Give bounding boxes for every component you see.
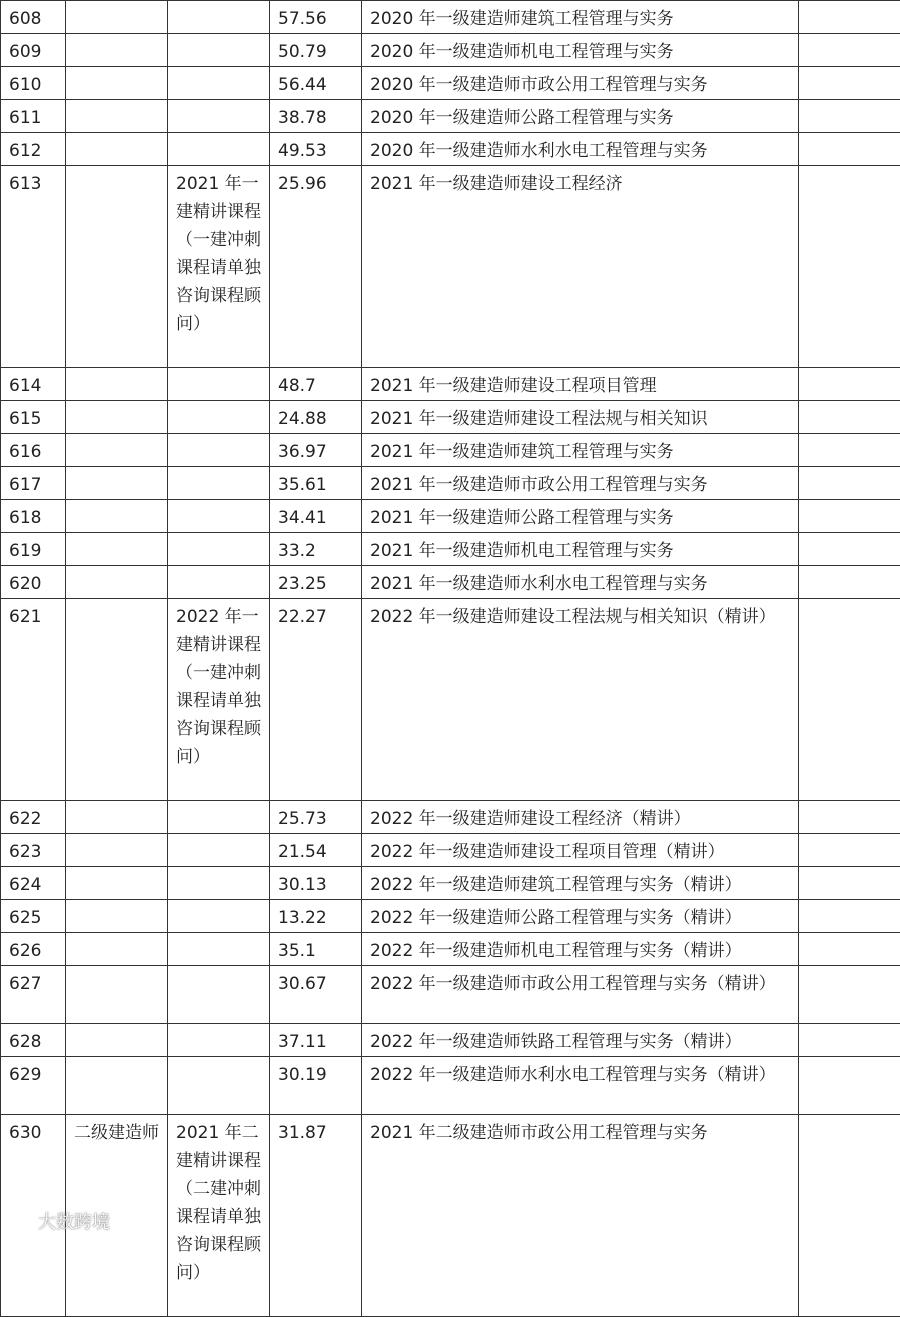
category-cell [66,467,168,500]
course-name-cell: 2020 年一级建造师水利水电工程管理与实务 [362,133,799,166]
course-name-cell: 2022 年一级建造师市政公用工程管理与实务（精讲） [362,966,799,1024]
row-number: 628 [1,1024,66,1057]
blank-cell [799,533,900,566]
price-cell: 30.67 [270,966,362,1024]
series-cell [168,966,270,1024]
table-body [1,1,900,1317]
price-cell: 22.27 [270,599,362,801]
table-row [1,100,900,133]
blank-cell [799,900,900,933]
weibo-logo-icon [8,1211,32,1231]
course-name-cell: 2022 年一级建造师建设工程法规与相关知识（精讲） [362,599,799,801]
price-cell: 33.2 [270,533,362,566]
table-row [1,867,900,900]
price-cell: 24.88 [270,401,362,434]
blank-cell [799,599,900,801]
series-cell: 2021 年二建精讲课程（二建冲刺课程请单独咨询课程顾问） [168,1115,270,1317]
category-cell [66,368,168,401]
table-row [1,1024,900,1057]
table-row [1,1,900,34]
course-name-cell: 2021 年一级建造师市政公用工程管理与实务 [362,467,799,500]
price-cell: 56.44 [270,67,362,100]
table-row [1,368,900,401]
category-cell [66,867,168,900]
row-number: 615 [1,401,66,434]
row-number: 620 [1,566,66,599]
table-row [1,401,900,434]
series-cell [168,500,270,533]
table-row [1,900,900,933]
series-cell [168,100,270,133]
series-cell: 2022 年一建精讲课程（一建冲刺课程请单独咨询课程顾问） [168,599,270,801]
series-cell [168,834,270,867]
watermark [8,1208,110,1234]
category-cell [66,566,168,599]
table-row [1,166,900,368]
table-row [1,434,900,467]
price-cell: 25.96 [270,166,362,368]
price-cell: 35.1 [270,933,362,966]
category-cell [66,966,168,1024]
blank-cell [799,133,900,166]
row-number: 610 [1,67,66,100]
blank-cell [799,566,900,599]
category-cell [66,100,168,133]
course-name-cell: 2022 年一级建造师公路工程管理与实务（精讲） [362,900,799,933]
course-name-cell: 2022 年一级建造师水利水电工程管理与实务（精讲） [362,1057,799,1115]
category-cell [66,1057,168,1115]
series-cell [168,467,270,500]
table-row [1,500,900,533]
category-cell [66,401,168,434]
price-cell: 21.54 [270,834,362,867]
table-row [1,599,900,801]
course-name-cell: 2021 年一级建造师建筑工程管理与实务 [362,434,799,467]
category-cell [66,434,168,467]
row-number: 617 [1,467,66,500]
table-row [1,467,900,500]
category-cell [66,933,168,966]
price-cell: 35.61 [270,467,362,500]
row-number: 622 [1,801,66,834]
category-cell [66,1,168,34]
table-row [1,834,900,867]
row-number: 626 [1,933,66,966]
category-cell [66,834,168,867]
table-row [1,1057,900,1115]
price-cell: 50.79 [270,34,362,67]
price-cell: 25.73 [270,801,362,834]
price-cell: 49.53 [270,133,362,166]
blank-cell [799,500,900,533]
category-cell [66,133,168,166]
blank-cell [799,1057,900,1115]
series-cell: 2021 年一建精讲课程（一建冲刺课程请单独咨询课程顾问） [168,166,270,368]
row-number: 618 [1,500,66,533]
course-name-cell: 2021 年二级建造师市政公用工程管理与实务 [362,1115,799,1317]
row-number: 627 [1,966,66,1024]
table-row [1,933,900,966]
course-name-cell: 2021 年一级建造师建设工程项目管理 [362,368,799,401]
table-row [1,966,900,1024]
series-cell [168,566,270,599]
category-cell [66,533,168,566]
category-cell [66,67,168,100]
category-cell [66,166,168,368]
row-number: 613 [1,166,66,368]
table-row [1,34,900,67]
row-number: 609 [1,34,66,67]
category-cell [66,599,168,801]
price-cell: 30.19 [270,1057,362,1115]
series-cell [168,368,270,401]
blank-cell [799,801,900,834]
series-cell [168,1057,270,1115]
series-cell [168,67,270,100]
series-cell [168,900,270,933]
series-cell [168,1024,270,1057]
table-row [1,801,900,834]
row-number: 608 [1,1,66,34]
blank-cell [799,933,900,966]
table-row [1,566,900,599]
blank-cell [799,966,900,1024]
course-name-cell: 2020 年一级建造师建筑工程管理与实务 [362,1,799,34]
course-name-cell: 2021 年一级建造师建设工程经济 [362,166,799,368]
category-cell [66,801,168,834]
blank-cell [799,867,900,900]
course-name-cell: 2022 年一级建造师铁路工程管理与实务（精讲） [362,1024,799,1057]
series-cell [168,34,270,67]
blank-cell [799,434,900,467]
series-cell [168,401,270,434]
price-cell: 38.78 [270,100,362,133]
series-cell [168,933,270,966]
row-number: 630 [1,1115,66,1317]
price-cell: 31.87 [270,1115,362,1317]
category-cell: 二级建造师 [66,1115,168,1317]
price-cell: 48.7 [270,368,362,401]
category-cell [66,900,168,933]
price-cell: 34.41 [270,500,362,533]
blank-cell [799,34,900,67]
blank-cell [799,1,900,34]
course-name-cell: 2020 年一级建造师公路工程管理与实务 [362,100,799,133]
course-name-cell: 2021 年一级建造师机电工程管理与实务 [362,533,799,566]
table-row [1,133,900,166]
row-number: 629 [1,1057,66,1115]
category-cell [66,1024,168,1057]
course-name-cell: 2020 年一级建造师机电工程管理与实务 [362,34,799,67]
price-cell: 37.11 [270,1024,362,1057]
price-cell: 13.22 [270,900,362,933]
price-cell: 23.25 [270,566,362,599]
price-cell: 57.56 [270,1,362,34]
row-number: 624 [1,867,66,900]
blank-cell [799,100,900,133]
blank-cell [799,1115,900,1317]
blank-cell [799,67,900,100]
row-number: 623 [1,834,66,867]
blank-cell [799,834,900,867]
course-name-cell: 2021 年一级建造师公路工程管理与实务 [362,500,799,533]
row-number: 612 [1,133,66,166]
series-cell [168,1,270,34]
price-cell: 30.13 [270,867,362,900]
blank-cell [799,368,900,401]
series-cell [168,533,270,566]
blank-cell [799,401,900,434]
blank-cell [799,1024,900,1057]
table-row [1,1115,900,1317]
series-cell [168,434,270,467]
category-cell [66,34,168,67]
course-name-cell: 2021 年一级建造师水利水电工程管理与实务 [362,566,799,599]
course-name-cell: 2022 年一级建造师建设工程项目管理（精讲） [362,834,799,867]
table-row [1,67,900,100]
row-number: 616 [1,434,66,467]
price-cell: 36.97 [270,434,362,467]
watermark-text: 大数跨境 [38,1208,110,1234]
series-cell [168,133,270,166]
category-cell [66,500,168,533]
row-number: 625 [1,900,66,933]
row-number: 614 [1,368,66,401]
course-name-cell: 2022 年一级建造师建设工程经济（精讲） [362,801,799,834]
blank-cell [799,467,900,500]
course-name-cell: 2022 年一级建造师机电工程管理与实务（精讲） [362,933,799,966]
row-number: 619 [1,533,66,566]
blank-cell [799,166,900,368]
course-name-cell: 2020 年一级建造师市政公用工程管理与实务 [362,67,799,100]
table-row [1,533,900,566]
course-name-cell: 2022 年一级建造师建筑工程管理与实务（精讲） [362,867,799,900]
row-number: 621 [1,599,66,801]
course-name-cell: 2021 年一级建造师建设工程法规与相关知识 [362,401,799,434]
row-number: 611 [1,100,66,133]
series-cell [168,801,270,834]
series-cell [168,867,270,900]
